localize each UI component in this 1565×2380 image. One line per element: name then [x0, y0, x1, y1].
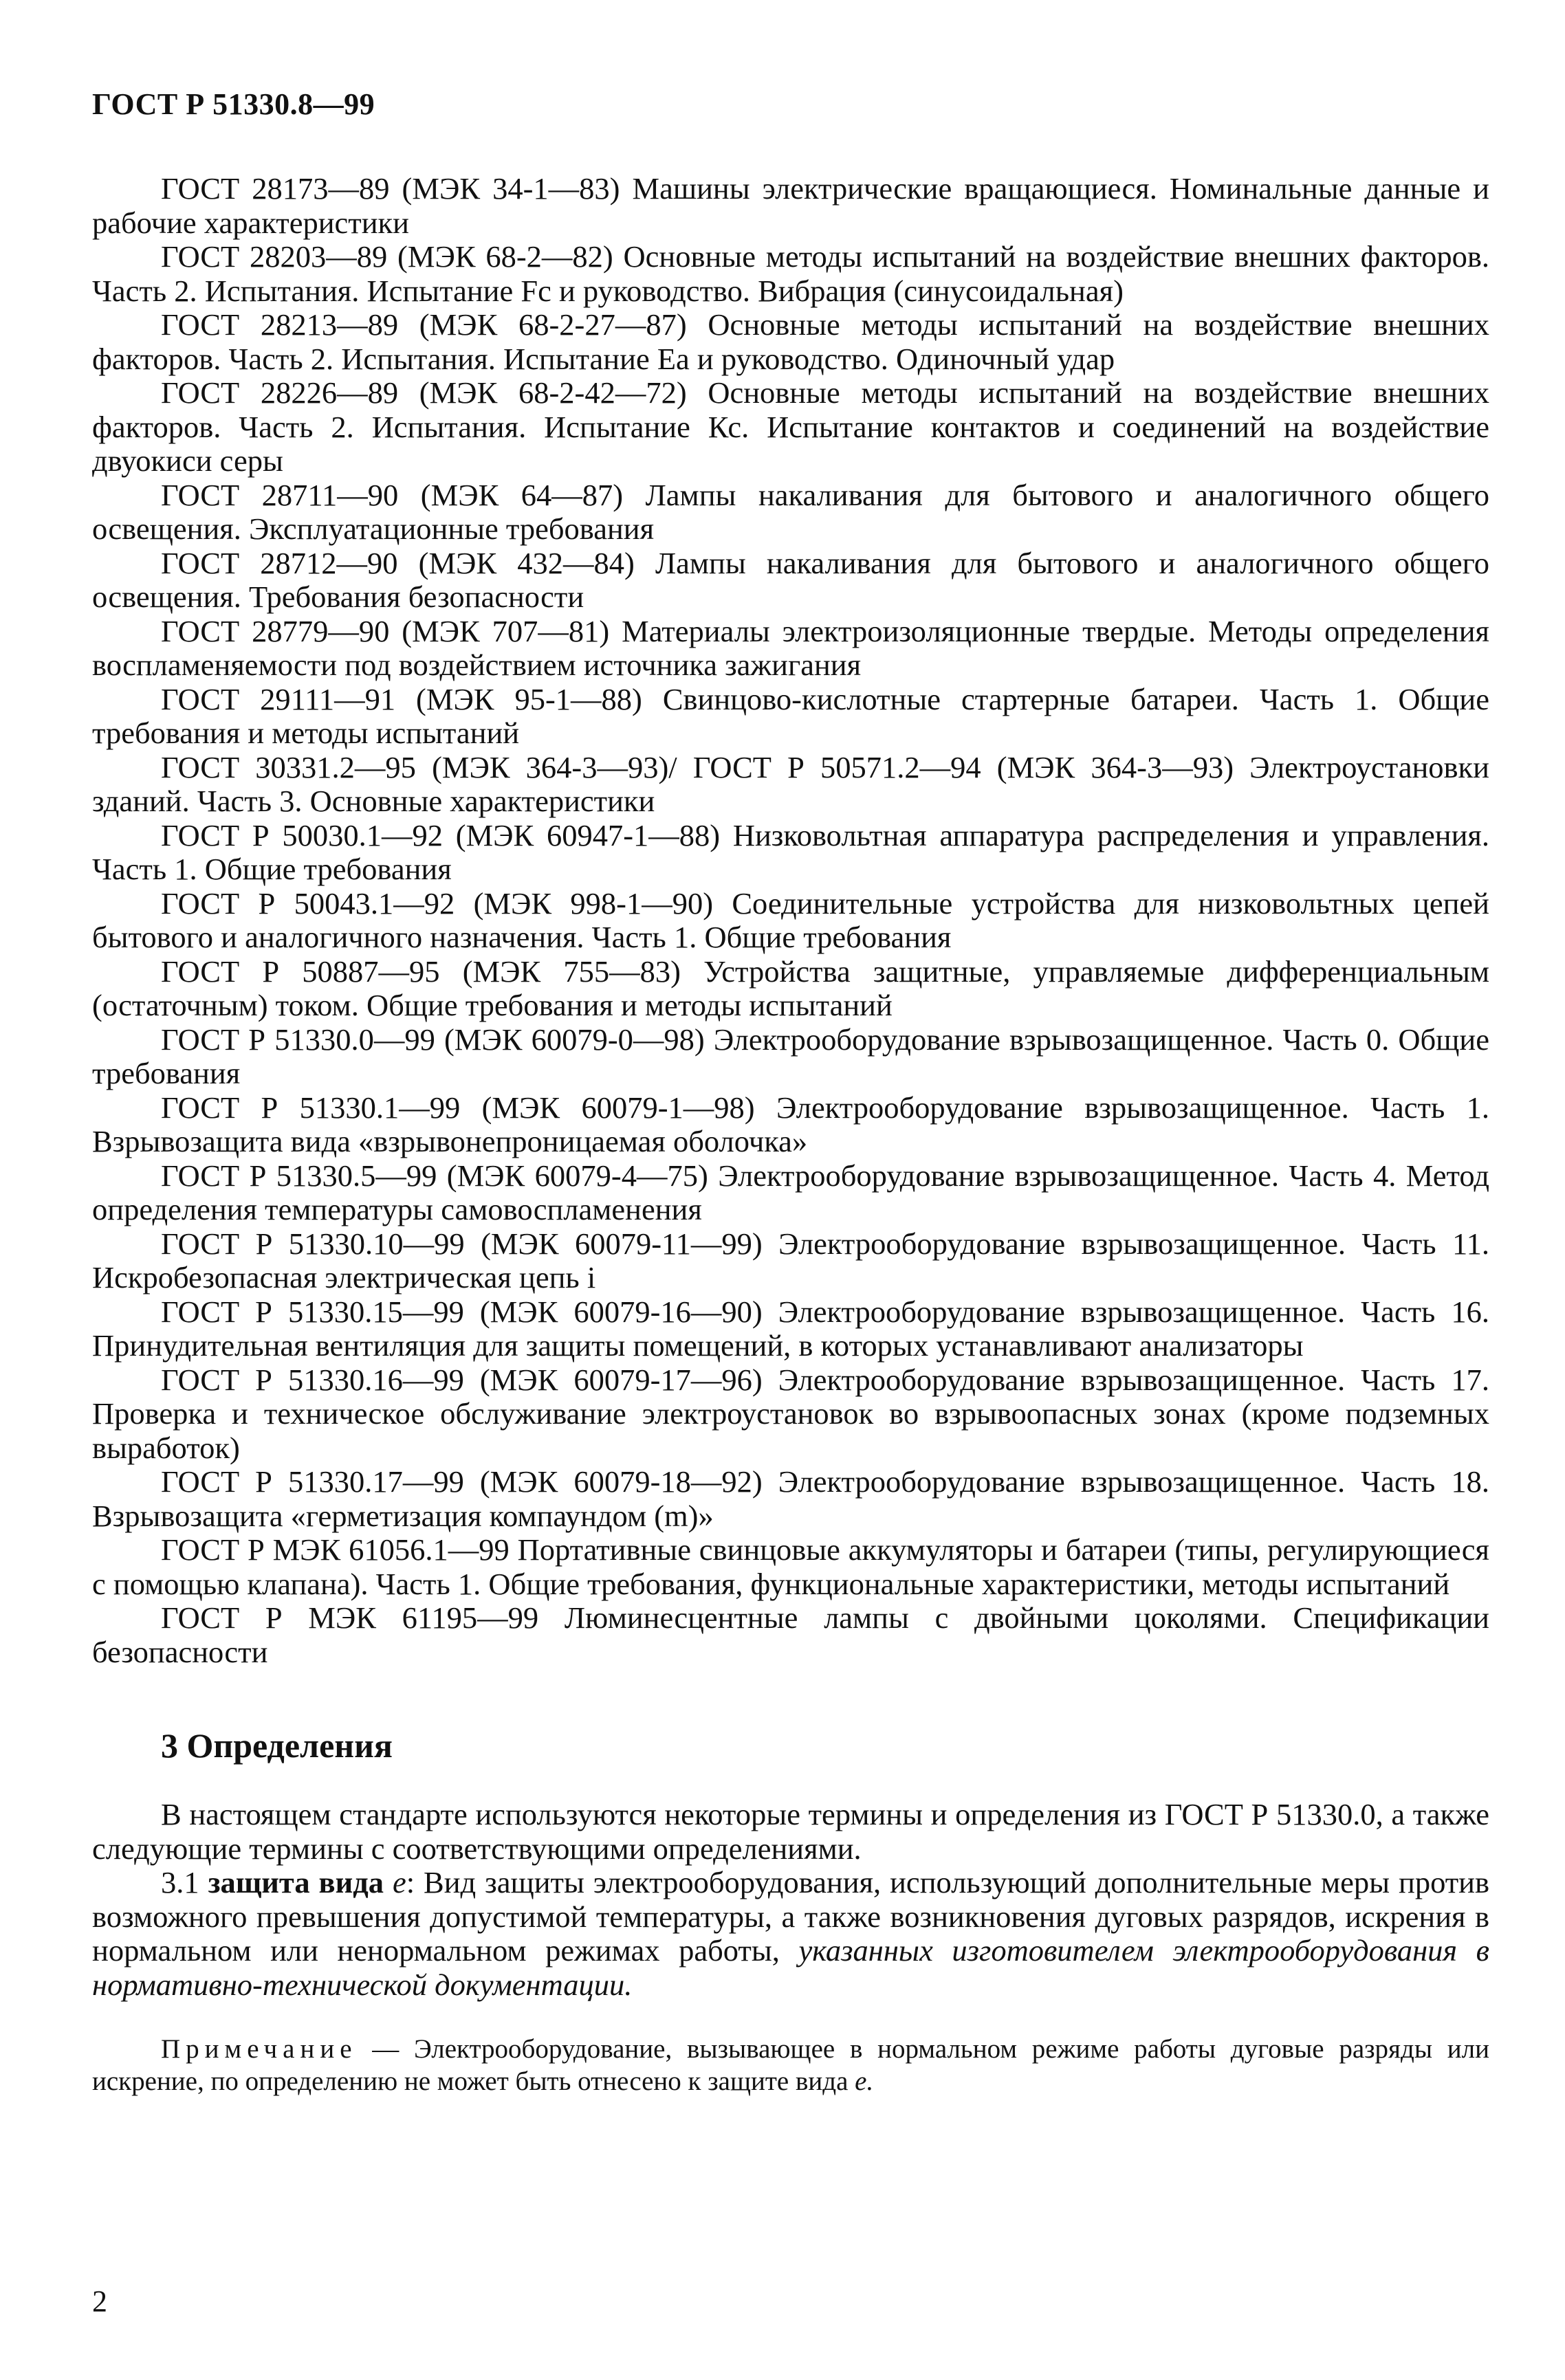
- reference-item: ГОСТ 28203—89 (МЭК 68-2—82) Основные методы испытаний на воздействие внешних факторов. Часть 2. Испытания. Испытание Fc и руководство. Вибрация (синусоидальная): [92, 239, 1489, 308]
- reference-item: ГОСТ Р 51330.15—99 (МЭК 60079-16—90) Электрооборудование взрывозащищенное. Часть 16. Принудительная вентиляция для защиты помещений, в которых устанавливают анализаторы: [92, 1294, 1489, 1363]
- reference-item: ГОСТ 28226—89 (МЭК 68-2-42—72) Основные методы испытаний на воздействие внешних факторов. Часть 2. Испытания. Испытание Кс. Испытание контактов и соединений на воздействие двуокиси серы: [92, 375, 1489, 478]
- reference-item: ГОСТ 28173—89 (МЭК 34-1—83) Машины электрические вращающиеся. Номинальные данные и рабочие характеристики: [92, 171, 1489, 240]
- standard-header: ГОСТ Р 51330.8—99: [92, 87, 375, 121]
- definition-paragraph: [92, 1866, 1489, 2002]
- definition-term-symbol: е: [392, 1865, 406, 1899]
- note-symbol: е.: [855, 2067, 874, 2096]
- reference-item: ГОСТ Р 51330.1—99 (МЭК 60079-1—98) Электрооборудование взрывозащищенное. Часть 1. Взрывозащита вида «взрывонепроницаемая оболочка»: [92, 1090, 1489, 1158]
- definition-term: защита вида: [208, 1865, 384, 1899]
- reference-item: ГОСТ 30331.2—95 (МЭК 364-3—93)/ ГОСТ Р 50571.2—94 (МЭК 364-3—93) Электроустановки зданий. Часть 3. Основные характеристики: [92, 749, 1489, 818]
- reference-item: ГОСТ 28711—90 (МЭК 64—87) Лампы накаливания для бытового и аналогичного общего освещения. Эксплуатационные требования: [92, 477, 1489, 546]
- section-title: 3 Определения: [161, 1726, 393, 1765]
- reference-item: ГОСТ 28779—90 (МЭК 707—81) Материалы электроизоляционные твердые. Методы определения воспламеняемости под воздействием источника зажигания: [92, 613, 1489, 682]
- reference-item: ГОСТ Р 51330.0—99 (МЭК 60079-0—98) Электрооборудование взрывозащищенное. Часть 0. Общие требования: [92, 1022, 1489, 1090]
- reference-item: ГОСТ Р 50030.1—92 (МЭК 60947-1—88) Низковольтная аппаратура распределения и управления. Часть 1. Общие требования: [92, 817, 1489, 886]
- section-intro: В настоящем стандарте используются некоторые термины и определения из ГОСТ Р 51330.0, а также следующие термины с соответствующими определениями.: [92, 1797, 1489, 1866]
- reference-item: ГОСТ 28213—89 (МЭК 68-2-27—87) Основные методы испытаний на воздействие внешних факторов. Часть 2. Испытания. Испытание Еа и руководство. Одиночный удар: [92, 307, 1489, 376]
- definitions-body: [92, 1798, 1489, 2002]
- reference-item: ГОСТ Р 51330.5—99 (МЭК 60079-4—75) Электрооборудование взрывозащищенное. Часть 4. Метод определения температуры самовоспламенения: [92, 1158, 1489, 1226]
- reference-item: ГОСТ Р МЭК 61056.1—99 Портативные свинцовые аккумуляторы и батареи (типы, регулирующиеся с помощью клапана). Часть 1. Общие требования, функциональные характеристики, методы испытаний: [92, 1532, 1489, 1601]
- reference-item: ГОСТ Р 50887—95 (МЭК 755—83) Устройства защитные, управляемые дифференциальным (остаточным) током. Общие требования и методы испытаний: [92, 954, 1489, 1022]
- page-number: 2: [92, 2284, 107, 2318]
- note-label: Примечание: [161, 2034, 358, 2064]
- reference-item: ГОСТ Р 51330.16—99 (МЭК 60079-17—96) Электрооборудование взрывозащищенное. Часть 17. Проверка и техническое обслуживание электроустановок во взрывоопасных зонах (кроме подземных выработок): [92, 1362, 1489, 1465]
- reference-item: ГОСТ Р 51330.10—99 (МЭК 60079-11—99) Электрооборудование взрывозащищенное. Часть 11. Искробезопасная электрическая цепь i: [92, 1226, 1489, 1294]
- reference-item: ГОСТ Р 50043.1—92 (МЭК 998-1—90) Соединительные устройства для низковольтных цепей бытового и аналогичного назначения. Часть 1. Общие требования: [92, 885, 1489, 954]
- reference-item: ГОСТ 29111—91 (МЭК 95-1—88) Свинцово-кислотные стартерные батареи. Часть 1. Общие требования и методы испытаний: [92, 681, 1489, 750]
- note-paragraph: [92, 2033, 1489, 2097]
- reference-item: ГОСТ Р МЭК 61195—99 Люминесцентные лампы с двойными цоколями. Спецификации безопасности: [92, 1600, 1489, 1669]
- normative-references-list: [92, 172, 1489, 1669]
- reference-item: ГОСТ Р 51330.17—99 (МЭК 60079-18—92) Электрооборудование взрывозащищенное. Часть 18. Взрывозащита «герметизация компаундом (m)»: [92, 1464, 1489, 1533]
- definition-italic-text: указанных изготовителем электрооборудования в нормативно-технической документации.: [92, 1933, 1489, 2002]
- note-text: — Электрооборудование, вызывающее в нормальном режиме работы дуговые разряды или искрение, по определению не может быть отнесено к защите вида: [92, 2034, 1489, 2096]
- definition-number: 3.1: [161, 1865, 199, 1899]
- reference-item: ГОСТ 28712—90 (МЭК 432—84) Лампы накаливания для бытового и аналогичного общего освещения. Требования безопасности: [92, 545, 1489, 614]
- definition-text: : Вид защиты электрооборудования, использующий дополнительные меры против возможного превышения допустимой температуры, а также возникновения дуговых разрядов, искрения в нормальном или ненормальном режимах работы,: [92, 1865, 1490, 1968]
